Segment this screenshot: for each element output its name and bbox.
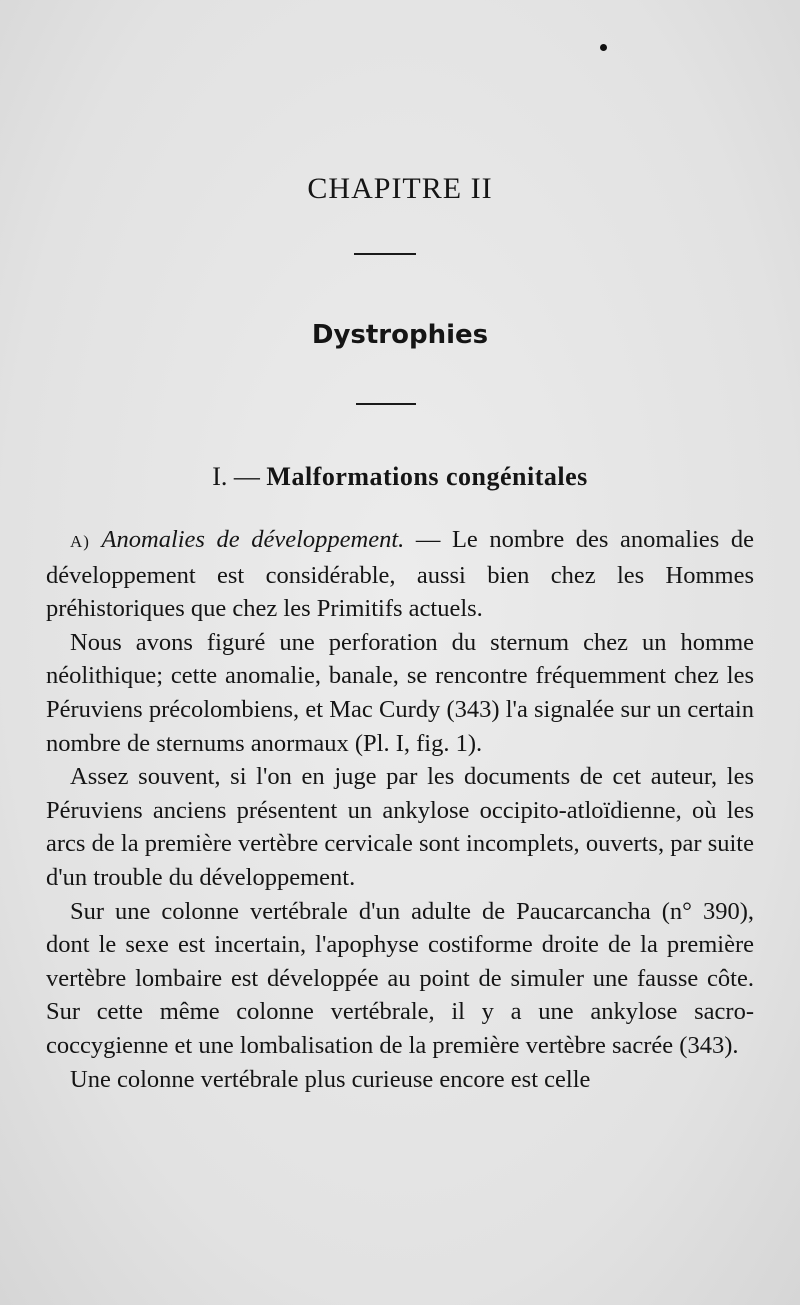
- paragraph-italic-title: Anomalies de développement.: [101, 526, 405, 553]
- paragraph-label: A): [70, 532, 90, 551]
- subheading-title: Malformations congénitales: [266, 462, 588, 491]
- chapter-rule: [354, 253, 416, 255]
- paragraph-5: Une colonne vertébrale plus curieuse encore est celle: [70, 1065, 591, 1093]
- chapter-heading: CHAPITRE II: [307, 172, 493, 205]
- section-rule: [356, 403, 416, 405]
- paragraph-1: [46, 523, 754, 626]
- paragraph-2: Nous avons figuré une perforation du sternum chez un homme néolithique; cette anomalie, banale, se rencontre fréquemment chez les Péruviens précolombiens, et Mac Curdy (343) l'a signalée sur un certain nombre de sternums anormaux (Pl. I, fig. 1).: [46, 628, 754, 757]
- subheading: [0, 462, 800, 492]
- section-title: Dystrophies: [311, 320, 489, 350]
- body-text: [46, 523, 754, 1096]
- ink-dot: [600, 44, 607, 51]
- paragraph-4: Sur une colonne vertébrale d'un adulte de Paucarcancha (n° 390), dont le sexe est incertain, l'apophyse costiforme droite de la première vertèbre lombaire est développée au point de simuler une fausse côte. Sur cette même colonne vertébrale, il y a une ankylose sacro-coccygienne et une lombalisation de la première vertèbre sacrée (343).: [46, 897, 754, 1059]
- paragraph-1-text: — Le nombre des anomalies de développement est considérable, aussi bien chez les Hommes préhistoriques que chez les Primitifs actuels.: [46, 526, 755, 623]
- subheading-number: I. —: [212, 462, 267, 491]
- paragraph-3: Assez souvent, si l'on en juge par les documents de cet auteur, les Péruviens anciens présentent un ankylose occipito-atloïdienne, où les arcs de la première vertèbre cervicale sont incomplets, ouverts, par suite d'un trouble du développement.: [46, 763, 754, 891]
